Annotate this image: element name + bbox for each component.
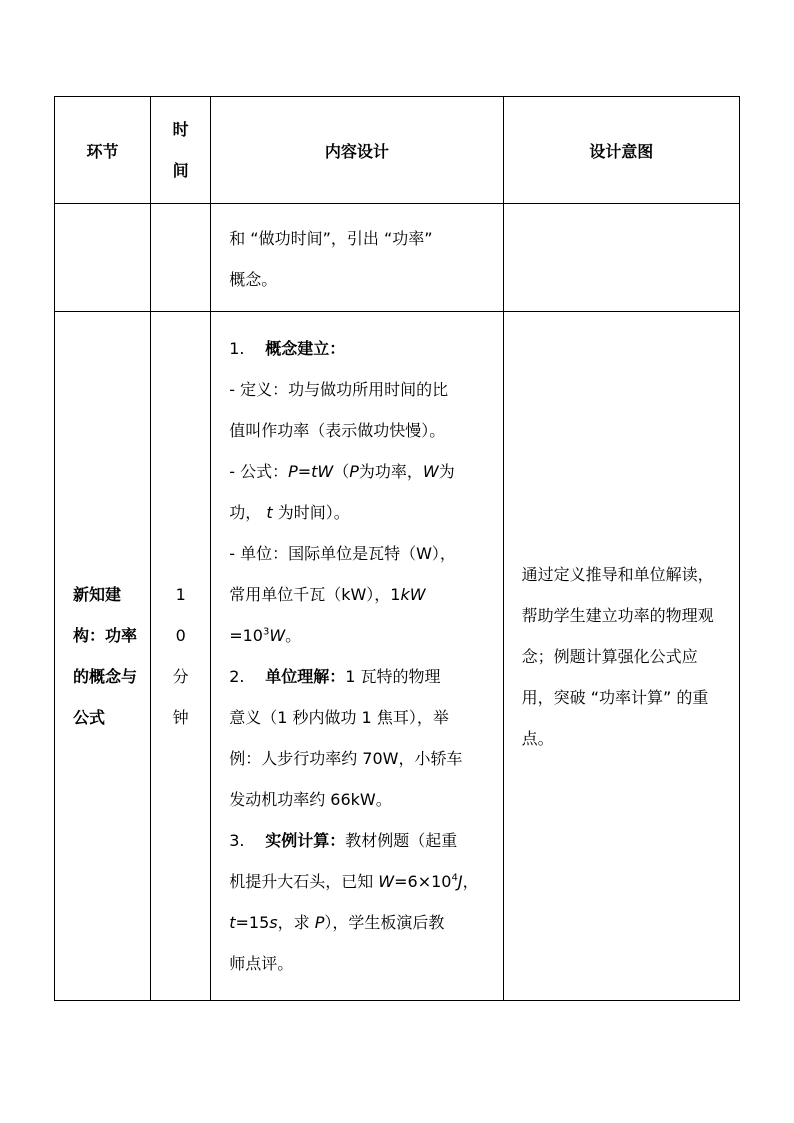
formula-text: （ xyxy=(333,462,350,481)
intent-cell xyxy=(503,312,739,1001)
formula-text: 功， xyxy=(229,503,262,522)
formula-var: P xyxy=(314,913,325,932)
formula-var: W xyxy=(422,462,439,481)
formula-var: t xyxy=(266,503,273,522)
header-time xyxy=(151,97,211,204)
formula-text: 为 xyxy=(438,462,455,481)
unit-text: 。 xyxy=(285,626,302,645)
content-line: 意义（1 秒内做功 1 焦耳），举 xyxy=(229,708,449,727)
content-text: 机提升大石头，已知 xyxy=(229,872,379,891)
item-number: 2. xyxy=(229,667,245,686)
item-heading xyxy=(229,656,488,697)
content-text: ， xyxy=(462,872,479,891)
content-text: 教材例题（起重 xyxy=(345,831,458,850)
intent-cell-empty xyxy=(503,204,739,312)
header-stage: 环节 xyxy=(55,97,151,204)
header-intent: 设计意图 xyxy=(503,97,739,204)
formula-var: t xyxy=(229,913,236,932)
stage-label: 新知建构：功率的概念与公式 xyxy=(73,585,138,727)
content-line: 发动机功率约 66kW。 xyxy=(229,790,392,809)
item-heading xyxy=(229,820,488,861)
content-cell xyxy=(211,312,503,1001)
content-line: - 单位：国际单位是瓦特（W）， xyxy=(229,544,456,563)
formula-var: J xyxy=(457,872,463,891)
header-time-text: 时间 xyxy=(172,120,189,180)
item-number: 3. xyxy=(229,831,245,850)
time-cell-empty xyxy=(151,204,211,312)
formula-prefix: - 公式： xyxy=(229,462,289,481)
content-line xyxy=(229,574,488,615)
intent-text: 通过定义推导和单位解读，帮助学生建立功率的物理观念；例题计算强化公式应用，突破 “功率计算” 的重点。 xyxy=(521,564,714,748)
formula-text: 为时间）。 xyxy=(277,503,350,522)
unit-text: 常用单位千瓦（kW），1 xyxy=(229,585,401,604)
table-row xyxy=(55,312,740,1001)
unit-var: W xyxy=(269,626,286,645)
content-line xyxy=(229,615,488,656)
content-line xyxy=(229,902,488,943)
content-line: - 定义：功与做功所用时间的比 xyxy=(229,380,449,399)
content-line: 和 “做功时间”，引出 “功率” xyxy=(229,228,433,248)
content-line: 例：人步行功率约 70W，小轿车 xyxy=(229,749,463,768)
formula-var: P xyxy=(349,462,359,481)
table-row xyxy=(55,204,740,312)
content-line: 师点评。 xyxy=(229,954,294,973)
time-cell xyxy=(151,312,211,1001)
item-title: 概念建立： xyxy=(265,339,346,358)
header-content: 内容设计 xyxy=(211,97,503,204)
content-cell xyxy=(211,204,503,312)
formula-text: 为功率， xyxy=(358,462,423,481)
header-row xyxy=(55,97,740,204)
stage-cell-empty xyxy=(55,204,151,312)
item-heading xyxy=(229,328,488,369)
content-line: 值叫作功率（表示做功快慢）。 xyxy=(229,421,446,440)
unit-exponent: 3 xyxy=(262,626,270,638)
item-title: 实例计算： xyxy=(265,831,346,850)
content-text: ），学生板演后教 xyxy=(324,913,445,932)
formula-eq: = xyxy=(297,462,312,481)
content-line xyxy=(229,861,488,902)
formula-line xyxy=(229,492,488,533)
formula-var: W xyxy=(378,872,395,891)
formula-var: tW xyxy=(311,462,334,481)
lesson-plan-table xyxy=(54,96,740,1001)
stage-cell xyxy=(55,312,151,1001)
content-text: 1 瓦特的物理 xyxy=(345,667,441,686)
formula-var: s xyxy=(269,913,278,932)
exponent: 4 xyxy=(451,872,458,884)
content-text: =6×10 xyxy=(394,872,452,891)
formula-var: P xyxy=(288,462,298,481)
content-text: =15 xyxy=(235,913,270,932)
content-text: ，求 xyxy=(277,913,315,932)
formula-line xyxy=(229,451,488,492)
unit-text: =10 xyxy=(229,626,263,645)
item-title: 单位理解： xyxy=(265,667,346,686)
unit-var: kW xyxy=(400,585,426,604)
item-number: 1. xyxy=(229,339,245,358)
time-label: 10分钟 xyxy=(172,585,189,727)
content-line: 概念。 xyxy=(229,269,278,289)
